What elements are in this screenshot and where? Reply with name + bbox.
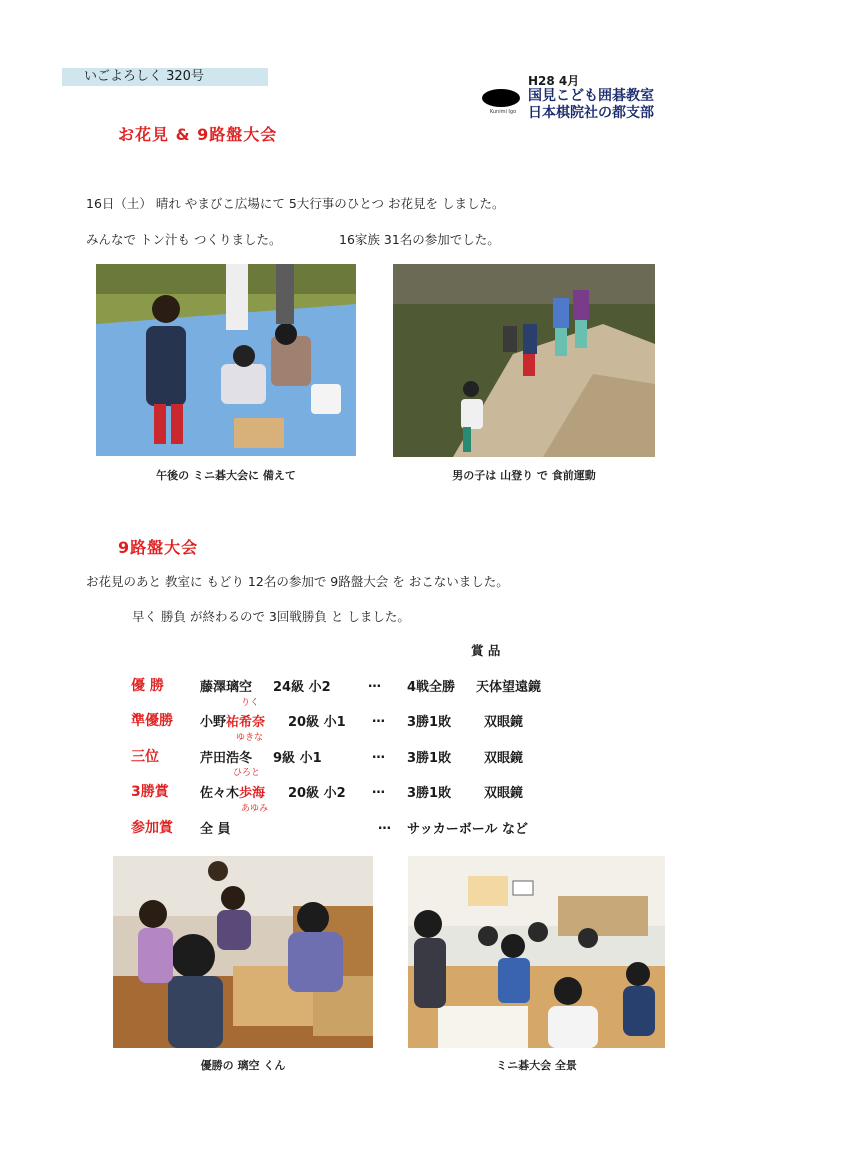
prize-4: 双眼鏡 — [484, 786, 524, 801]
name-4-plain: 佐々木 — [200, 786, 240, 801]
prize-2: 双眼鏡 — [484, 715, 524, 730]
name-2 — [200, 711, 265, 730]
caption-overview: ミニ碁大会 全景 — [496, 1059, 577, 1072]
issue-label: いごよろしく 320号 — [62, 68, 268, 86]
record-1: 4戦全勝 — [407, 680, 456, 695]
name-4-red: 歩海 — [239, 786, 266, 801]
photo-overview — [408, 856, 665, 1048]
section2-line1: お花見のあと 教室に もどり 12名の参加で 9路盤大会 を おこないました。 — [86, 574, 509, 589]
record-5: サッカーボール など — [407, 822, 529, 837]
rank-1: 優 勝 — [131, 678, 164, 694]
org-line-2: 日本棋院社の都支部 — [528, 105, 654, 121]
name-1: 藤澤璃空 — [200, 680, 253, 695]
name-5: 全 員 — [200, 822, 231, 837]
photo-picnic — [96, 264, 356, 456]
section2-title: 9路盤大会 — [118, 538, 199, 557]
name-2-plain: 小野 — [200, 715, 227, 730]
record-4: 3勝1敗 — [407, 786, 452, 801]
section1-line1: 16日（土） 晴れ やまびこ広場にて 5大行事のひとつ お花見を しました。 — [86, 196, 505, 211]
grade-3: 9級 小1 — [273, 751, 322, 766]
prize-3: 双眼鏡 — [484, 751, 524, 766]
rank-5: 参加賞 — [131, 820, 173, 836]
prize-1: 天体望遠鏡 — [476, 680, 542, 695]
dots-2: … — [372, 711, 385, 726]
dots-3: … — [372, 747, 385, 762]
caption-hill: 男の子は 山登り で 食前運動 — [452, 469, 596, 482]
issue-date: H28 4月 — [528, 74, 580, 88]
ruby-2: ゆきな — [236, 733, 264, 743]
grade-1: 24級 小2 — [273, 680, 331, 695]
name-3: 芹田浩冬 — [200, 751, 253, 766]
section1-title: お花見 & 9路盤大会 — [118, 125, 278, 144]
ruby-4: あゆみ — [241, 804, 269, 814]
caption-winner: 優勝の 璃空 くん — [200, 1059, 286, 1072]
name-2-red: 祐希奈 — [226, 715, 266, 730]
grade-4: 20級 小2 — [288, 786, 346, 801]
prize-header: 賞 品 — [471, 643, 501, 658]
photo-winner — [113, 856, 373, 1048]
section1-line2a: みんなで トン汁も つくりました。 — [86, 232, 282, 247]
section2-line2: 早く 勝負 が終わるので 3回戦勝負 と しました。 — [132, 609, 410, 624]
name-4 — [200, 782, 265, 801]
record-3: 3勝1敗 — [407, 751, 452, 766]
rank-2: 準優勝 — [131, 713, 173, 729]
logo-text: Kunimi Igo — [489, 109, 517, 115]
rank-4: 3勝賞 — [131, 784, 169, 800]
dots-5: … — [378, 818, 391, 833]
dots-1: … — [368, 676, 381, 691]
photo-hill — [393, 264, 655, 457]
org-name — [528, 88, 654, 122]
rank-3: 三位 — [131, 749, 159, 765]
ruby-3: ひろと — [233, 768, 261, 778]
org-line-1: 国見こども囲碁教室 — [528, 88, 654, 104]
dots-4: … — [372, 782, 385, 797]
grade-2: 20級 小1 — [288, 715, 346, 730]
ruby-1: りく — [241, 698, 260, 708]
section1-line2b: 16家族 31名の参加でした。 — [339, 232, 500, 247]
record-2: 3勝1敗 — [407, 715, 452, 730]
go-stone-logo-icon — [481, 88, 521, 108]
caption-picnic: 午後の ミニ碁大会に 備えて — [156, 469, 296, 482]
